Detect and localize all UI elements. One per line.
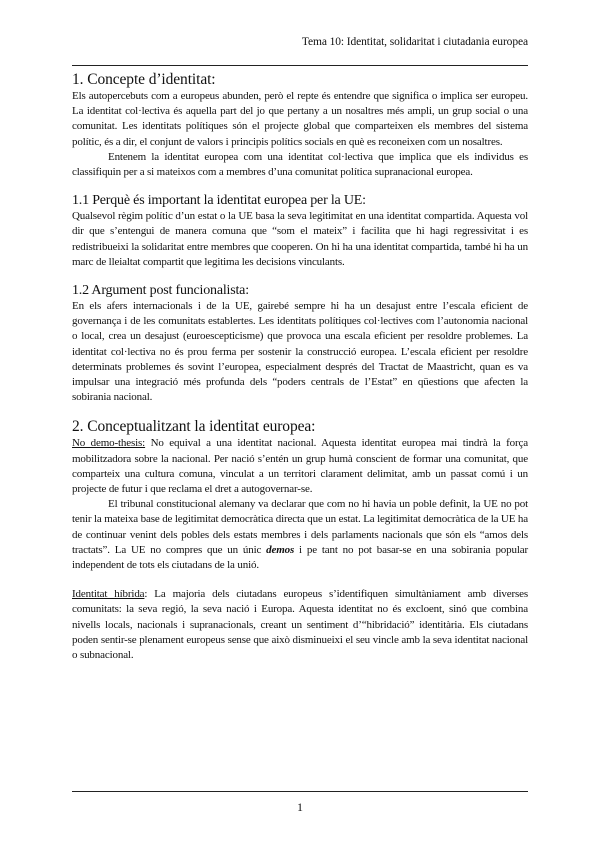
section-2-paragraph-3 <box>72 587 528 663</box>
page-content <box>72 70 528 663</box>
header-rule <box>72 65 528 66</box>
tribunal-text-a: El tribunal constitucional alemany va declarar que com no hi havia un poble definit, la UE no pot tenir la mateixa base de legitimitat democràtica directa que un estat. La legitimitat democràtica de la UE ha de continuar venint dels pobles dels estats membres i dels parlaments nacionals que són els “amos dels tractats”. La UE no compres que un únic <box>72 498 528 556</box>
no-demos-text: No equival a una identitat nacional. Aquesta identitat europea mai tindrà la força mobilitzadora sobre la nacional. Per nació s’entén un grup humà conscient de formar una comunitat, que comparteix una cultura comuna, vinculat a un territori clarament delimitat, amb un passat comú i un projecte de futur i que reclama el dret a autogovernar-se. <box>72 437 528 496</box>
hybrid-identity-label: Identitat híbrida <box>72 588 145 601</box>
hybrid-identity-text: : La majoria dels ciutadans europeus s’identifiquen simultàniament amb diverses comunitats: la seva regió, la seva nació i Europa. Aquesta identitat no és excloent, sinó que combina nivells locals, nacionals i supranacionals, creant un sentiment d’“hibridació” identitària. Els ciutadans poden sentir-se plenament europeus sense que això disminueixi el seu vincle amb la seva identitat nacional o subnacional. <box>72 588 528 662</box>
section-1-1-paragraph: Qualsevol règim polític d’un estat o la UE basa la seva legitimitat en una identitat compartida. Aquesta vol dir que s’entengui de manera comuna que “som el mateix” i facilita que hi hagi regressivitat i es redistribueixi la solidaritat entre membres que cooperen. On hi ha una identitat compartida, també hi ha un marc de lleialtat compartit que legitima les decisions vinculants. <box>72 210 528 268</box>
section-1-paragraph-2: Entenem la identitat europea com una identitat col·lectiva que implica que els individus es classifiquin per a si mateixos com a membres d’una comunitat política supranacional europea. <box>72 150 528 179</box>
section-2-paragraph-1 <box>72 436 528 497</box>
footer-rule <box>72 791 528 792</box>
section-2-heading: 2. Conceptualitzant la identitat europea: <box>72 418 316 436</box>
section-2-paragraph-2 <box>72 497 528 573</box>
no-demos-label: No demo-thesis: <box>72 437 146 450</box>
tribunal-text-b: i pe tant no pot basar-se en una sobirania popular independent de tots els ciutadans de la unió. <box>72 543 528 572</box>
section-1-2-paragraph: En els afers internacionals i de la UE, gairebé sempre hi ha un desajust entre l’escala eficient de governança i de les comunitats establertes. Les identitats polítiques col·lectives com l’autonomia nacional o local, crea un desajust (euroescepticisme) que provoca una escala eficient per resoldre problemes. La identitat col·lectiva no és prou ferma per sostenir la construcció europea. L’escala eficient per resoldre determinats problemes és sovint l’europea, especialment després del Tractat de Maastricht, quan es va impulsar una integració més profunda dels “poders centrals de l’Estat” en qüestions que afecten la sobirania nacional. <box>72 300 528 404</box>
demos-term: demos <box>266 543 295 556</box>
section-1-2-heading: 1.2 Argument post funcionalista: <box>72 283 249 299</box>
section-1-1-heading: 1.1 Perquè és important la identitat europea per la UE: <box>72 193 366 209</box>
running-header: Tema 10: Identitat, solidaritat i ciutadania europea <box>301 36 528 48</box>
section-1-paragraph-1: Els autopercebuts com a europeus abunden, però el repte és entendre que significa o implica ser europeu. La identitat col·lectiva és aquella part del jo que pertany a un nosaltres més ampli, un grup social o una comunitat. Les identitats polítiques són el projecte global que comparteixen els membres del sistema polític, és a dir, el conjunt de valors i principis polítics socials en què es reconeixen com un nosaltres. <box>72 90 528 148</box>
section-1-heading: 1. Concepte d’identitat: <box>72 71 216 88</box>
page-number: 1 <box>297 800 303 814</box>
